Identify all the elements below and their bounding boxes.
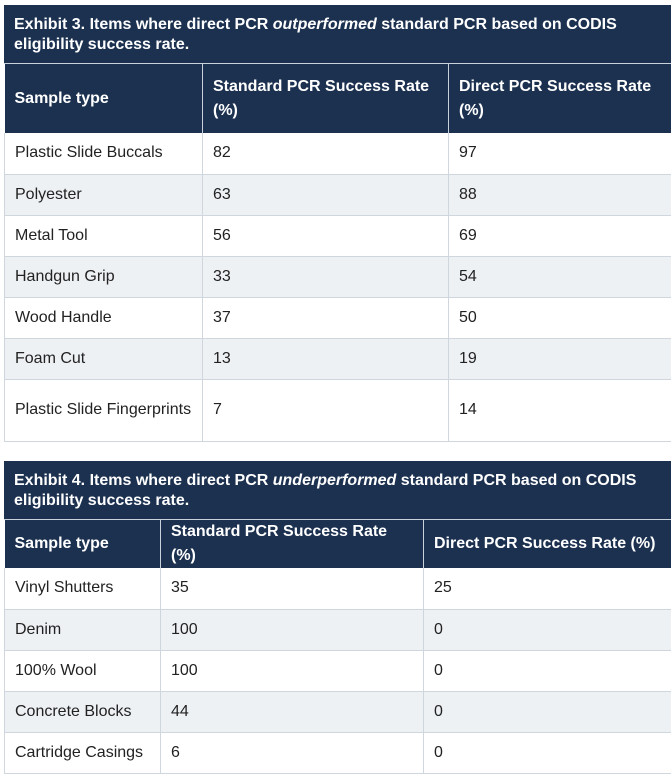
table-row	[5, 256, 671, 297]
sample-type-cell: Cartridge Casings	[5, 732, 161, 773]
column-header-direct-pcr: Direct PCR Success Rate (%)	[449, 64, 671, 133]
exhibit-3-caption	[4, 5, 671, 64]
direct-rate-cell: 54	[449, 256, 671, 297]
exhibit-4-caption-emphasis: underperformed	[272, 472, 397, 489]
table-row	[5, 609, 671, 650]
standard-rate-cell: 6	[161, 732, 424, 773]
sample-type-cell: Concrete Blocks	[5, 691, 161, 732]
exhibit-4-caption-prefix: Exhibit 4. Items where direct PCR	[14, 472, 273, 489]
sample-type-cell: Denim	[5, 609, 161, 650]
standard-rate-cell: 100	[161, 650, 424, 691]
table-row	[5, 379, 671, 441]
exhibit-3-caption-emphasis: outperformed	[272, 16, 377, 33]
table-row	[5, 215, 671, 256]
table-row	[5, 650, 671, 691]
standard-rate-cell: 56	[203, 215, 449, 256]
sample-type-cell: Foam Cut	[5, 338, 203, 379]
exhibit-4-table-body	[5, 568, 671, 773]
exhibit-4-caption-suffix: standard PCR based on CODIS eligibility success rate.	[14, 472, 637, 509]
direct-rate-cell: 14	[449, 379, 671, 441]
direct-rate-cell: 25	[424, 568, 671, 609]
direct-rate-cell: 88	[449, 174, 671, 215]
exhibit-3-caption-prefix: Exhibit 3. Items where direct PCR	[14, 16, 273, 33]
standard-rate-cell: 7	[203, 379, 449, 441]
direct-rate-cell: 0	[424, 732, 671, 773]
sample-type-cell: Plastic Slide Buccals	[5, 133, 203, 174]
standard-rate-cell: 44	[161, 691, 424, 732]
sample-type-cell: Metal Tool	[5, 215, 203, 256]
exhibit-4-caption	[4, 461, 671, 520]
sample-type-cell: Polyester	[5, 174, 203, 215]
table-row	[5, 133, 671, 174]
standard-rate-cell: 82	[203, 133, 449, 174]
exhibit-3	[4, 5, 671, 442]
table-row	[5, 568, 671, 609]
direct-rate-cell: 97	[449, 133, 671, 174]
exhibit-3-caption-suffix: standard PCR based on CODIS eligibility success rate.	[14, 16, 617, 53]
standard-rate-cell: 33	[203, 256, 449, 297]
table-row	[5, 338, 671, 379]
standard-rate-cell: 35	[161, 568, 424, 609]
column-header-direct-pcr: Direct PCR Success Rate (%)	[424, 520, 671, 568]
direct-rate-cell: 50	[449, 297, 671, 338]
standard-rate-cell: 100	[161, 609, 424, 650]
header-row	[5, 64, 671, 133]
sample-type-cell: Plastic Slide Fingerprints	[5, 379, 203, 441]
sample-type-cell: Vinyl Shutters	[5, 568, 161, 609]
exhibit-4-table-header	[5, 520, 671, 568]
column-header-standard-pcr: Standard PCR Success Rate (%)	[161, 520, 424, 568]
sample-type-cell: 100% Wool	[5, 650, 161, 691]
direct-rate-cell: 0	[424, 691, 671, 732]
table-row	[5, 174, 671, 215]
column-header-sample-type: Sample type	[5, 64, 203, 133]
header-row	[5, 520, 671, 568]
standard-rate-cell: 63	[203, 174, 449, 215]
exhibit-4-table	[4, 520, 671, 774]
standard-rate-cell: 13	[203, 338, 449, 379]
standard-rate-cell: 37	[203, 297, 449, 338]
sample-type-cell: Wood Handle	[5, 297, 203, 338]
exhibit-3-table-header	[5, 64, 671, 133]
direct-rate-cell: 69	[449, 215, 671, 256]
exhibit-4	[4, 461, 671, 774]
direct-rate-cell: 0	[424, 609, 671, 650]
direct-rate-cell: 0	[424, 650, 671, 691]
column-header-standard-pcr: Standard PCR Success Rate (%)	[203, 64, 449, 133]
exhibit-3-table-body	[5, 133, 671, 441]
table-row	[5, 732, 671, 773]
table-row	[5, 297, 671, 338]
exhibit-3-table	[4, 64, 671, 442]
direct-rate-cell: 19	[449, 338, 671, 379]
table-row	[5, 691, 671, 732]
sample-type-cell: Handgun Grip	[5, 256, 203, 297]
column-header-sample-type: Sample type	[5, 520, 161, 568]
